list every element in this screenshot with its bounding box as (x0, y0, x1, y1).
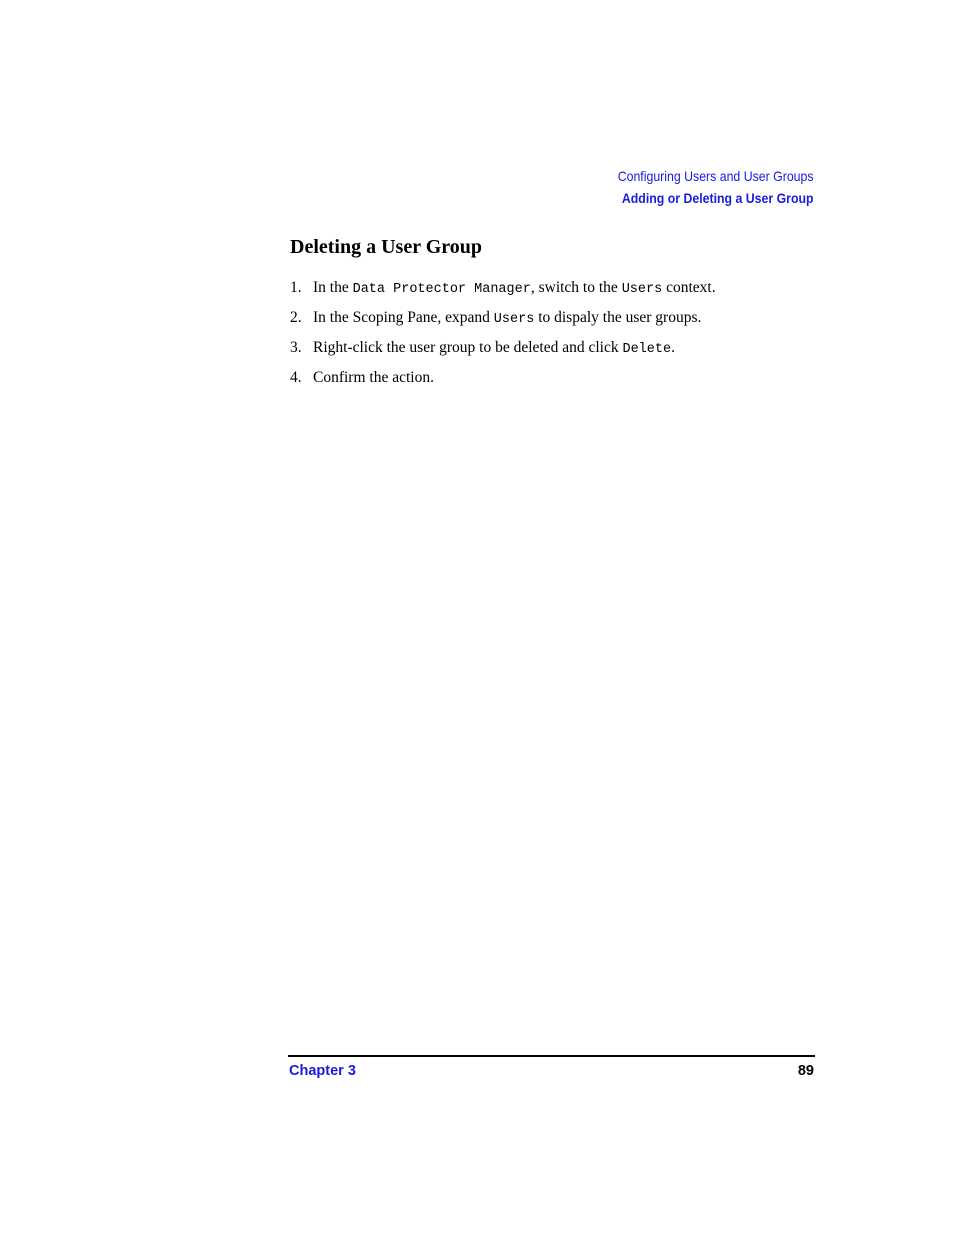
step-text: Right-click the user group to be deleted and click Delete. (313, 339, 675, 357)
steps-list (290, 274, 820, 392)
step-text: Confirm the action. (313, 369, 434, 386)
ui-term: Users (493, 312, 535, 327)
list-item (290, 304, 820, 334)
footer-chapter-link[interactable]: Chapter 3 (289, 1063, 356, 1079)
step-text: In the Scoping Pane, expand Users to dispaly the user groups. (313, 309, 702, 327)
header-section-title[interactable]: Adding or Deleting a User Group (622, 190, 814, 206)
section-heading: Deleting a User Group (290, 236, 483, 258)
running-header (618, 165, 814, 209)
list-item (290, 274, 820, 304)
ui-term: Users (621, 282, 663, 297)
step-number: 1. (290, 279, 302, 296)
ui-term: Data Protector Manager (352, 282, 531, 297)
step-number: 2. (290, 309, 302, 326)
step-number: 4. (290, 369, 302, 386)
list-item (290, 334, 820, 364)
list-item (290, 364, 820, 392)
footer-divider (288, 1055, 815, 1057)
page-number: 89 (797, 1063, 814, 1079)
step-text: In the Data Protector Manager, switch to the Users context. (313, 279, 716, 297)
step-number: 3. (290, 339, 302, 356)
header-chapter-title[interactable]: Configuring Users and User Groups (618, 168, 814, 184)
ui-term: Delete (622, 342, 672, 357)
